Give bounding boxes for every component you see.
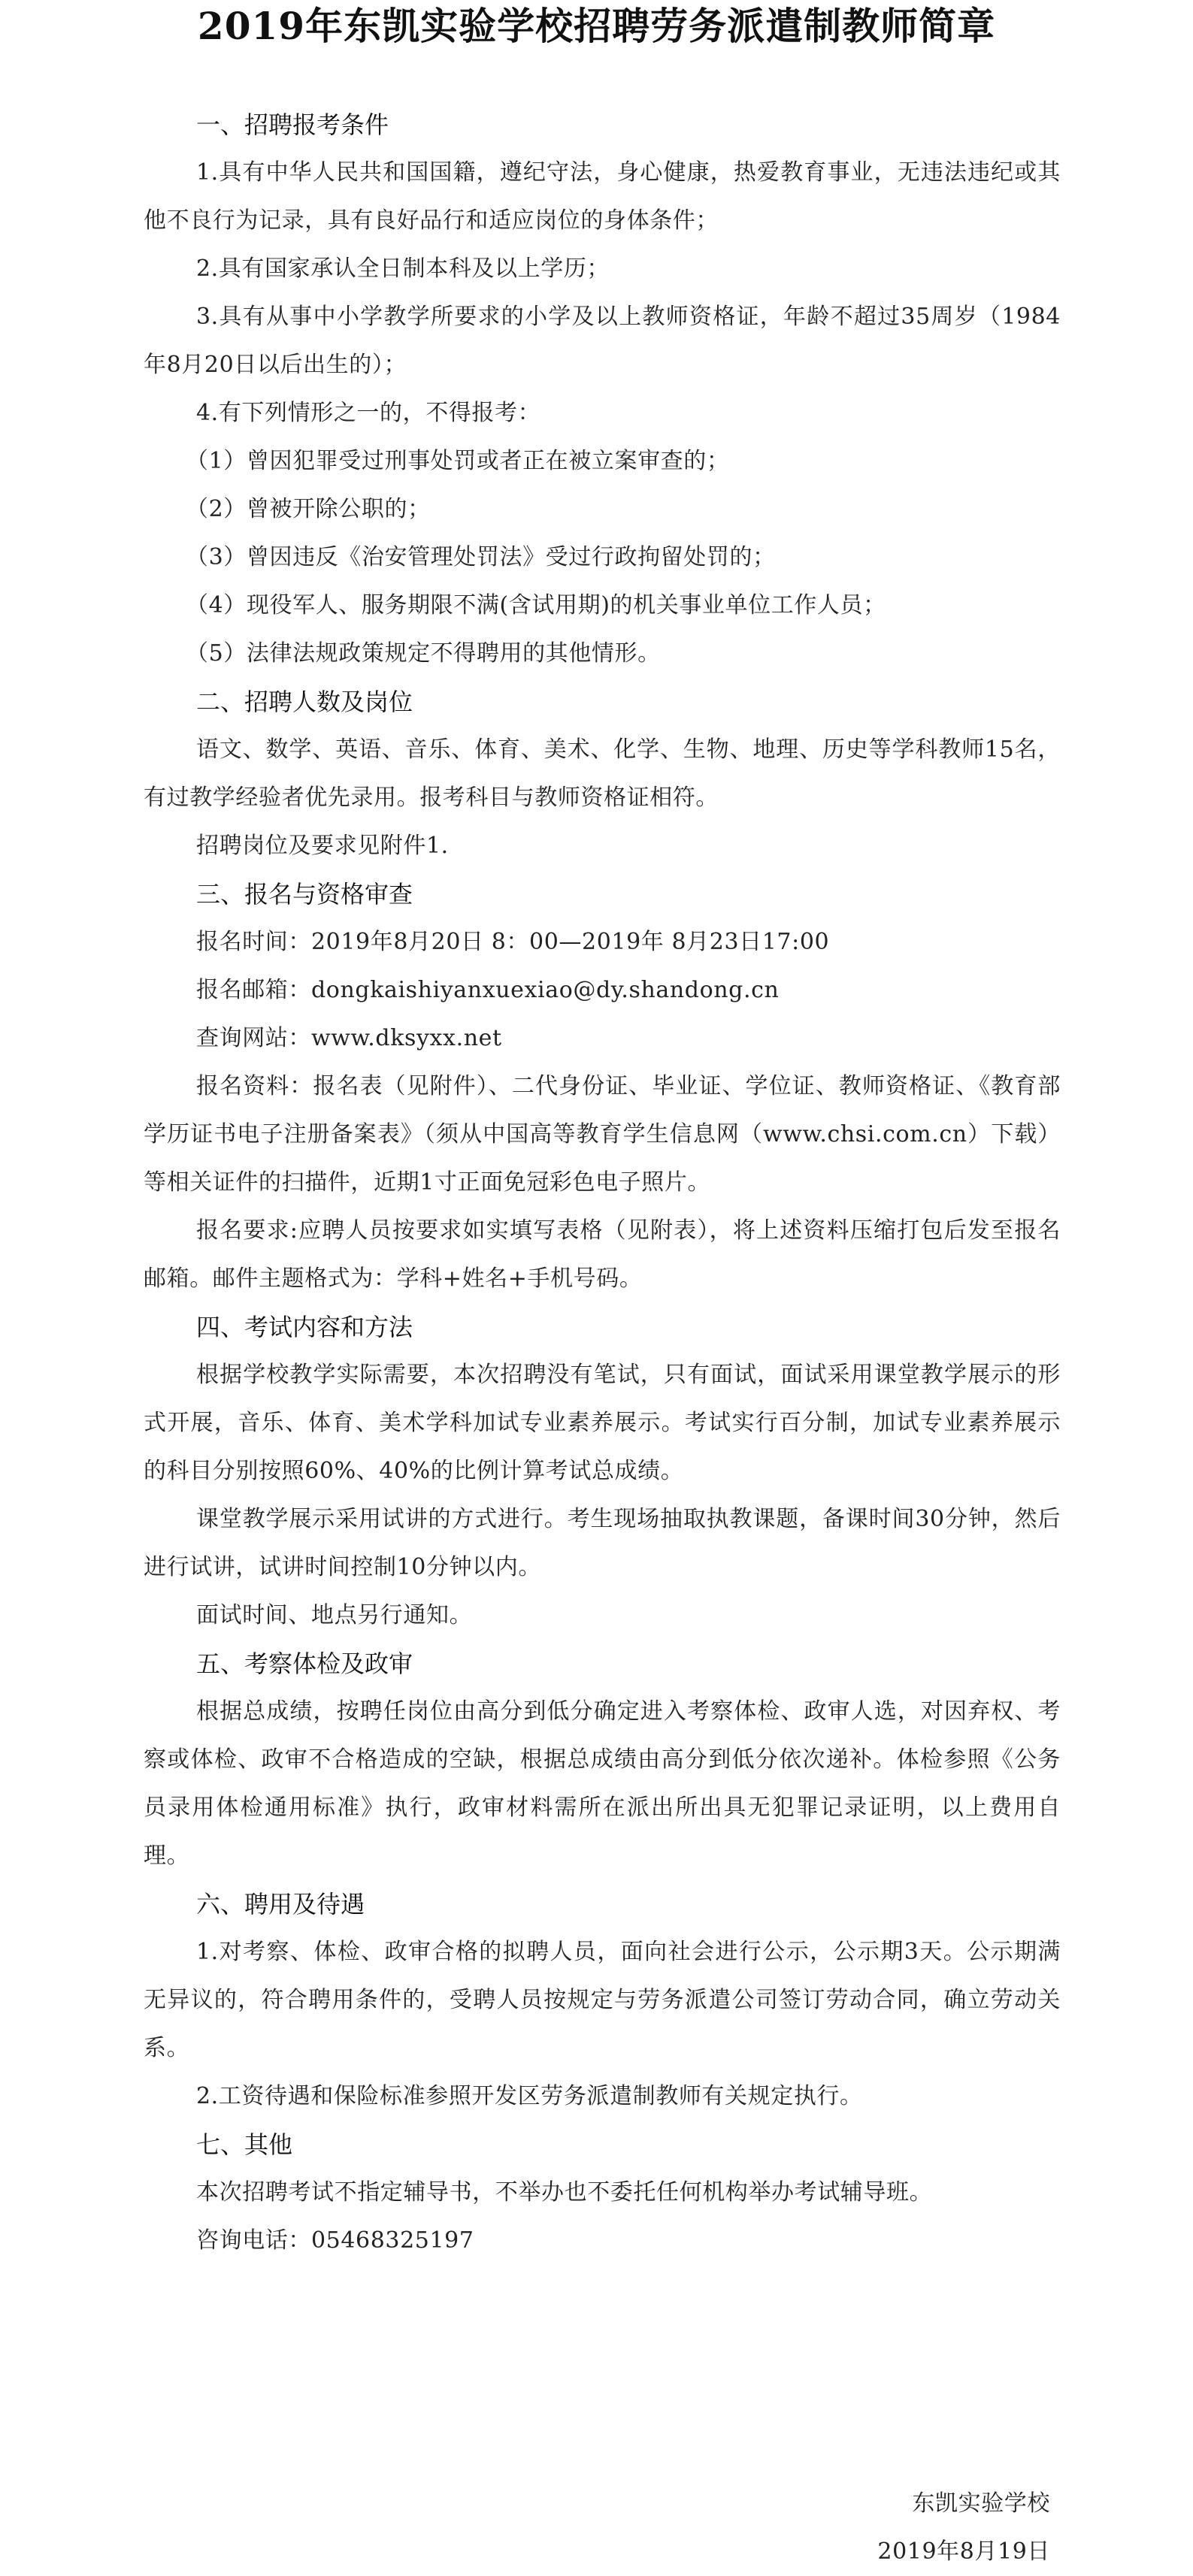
section-heading: 二、招聘人数及岗位 [196, 688, 413, 716]
section-positions [144, 678, 1061, 870]
registration-time: 报名时间：2019年8月20日 8：00—2019年 8月23日17:00 [196, 929, 830, 955]
signature-date: 2019年8月19日 [877, 2538, 1050, 2565]
registration-email: 报名邮箱：dongkaishiyanxuexiao@dy.shandong.cn [196, 977, 780, 1003]
section-inspection [144, 1640, 1061, 1880]
section-employment [144, 1880, 1061, 2121]
section-requirements [144, 101, 1061, 678]
paragraph: 2.工资待遇和保险标准参照开发区劳务派遣制教师有关规定执行。 [196, 2083, 863, 2109]
paragraph: 1.对考察、体检、政审合格的拟聘人员，面向社会进行公示，公示期3天。公示期满无异议的，符合聘用条件的，受聘人员按规定与劳务派遣公司签订劳动合同，确立劳动关系。 [144, 1939, 1061, 2061]
section-heading: 六、聘用及待遇 [196, 1890, 365, 1918]
paragraph: 招聘岗位及要求见附件1. [196, 833, 449, 859]
section-heading: 七、其他 [196, 2130, 293, 2159]
paragraph: 根据学校教学实际需要，本次招聘没有笔试，只有面试，面试采用课堂教学展示的形式开展，音乐、体育、美术学科加试专业素养展示。考试实行百分制，加试专业素养展示的科目分别按照60%、40%的比例计算考试总成绩。 [144, 1362, 1061, 1484]
contact-phone: 咨询电话：05468325197 [196, 2227, 474, 2254]
section-other [144, 2121, 1061, 2265]
signature-school: 东凯实验学校 [912, 2490, 1050, 2517]
section-exam [144, 1303, 1061, 1640]
list-item: （3）曾因违反《治安管理处罚法》受过行政拘留处罚的； [186, 544, 776, 570]
paragraph: 语文、数学、英语、音乐、体育、美术、化学、生物、地理、历史等学科教师15名，有过教学经验者优先录用。报考科目与教师资格证相符。 [144, 736, 1061, 811]
list-item: （4）现役军人、服务期限不满(含试用期)的机关事业单位工作人员； [186, 592, 886, 618]
query-website: 查询网站：www.dksyxx.net [196, 1025, 502, 1051]
paragraph: 1.具有中华人民共和国国籍，遵纪守法，身心健康，热爱教育事业，无违法违纪或其他不良行为记录，具有良好品行和适应岗位的身体条件； [144, 159, 1061, 234]
list-item: （5）法律法规政策规定不得聘用的其他情形。 [186, 640, 661, 667]
section-registration [144, 870, 1061, 1303]
paragraph: 本次招聘考试不指定辅导书，不举办也不委托任何机构举办考试辅导班。 [196, 2179, 933, 2206]
section-heading: 四、考试内容和方法 [196, 1313, 413, 1341]
document-body [144, 101, 1061, 2265]
paragraph: 报名要求:应聘人员按要求如实填写表格（见附表），将上述资料压缩打包后发至报名邮箱。邮件主题格式为：学科+姓名+手机号码。 [144, 1217, 1061, 1292]
paragraph: 3.具有从事中小学教学所要求的小学及以上教师资格证，年龄不超过35周岁（1984年8月20日以后出生的）； [144, 304, 1061, 378]
paragraph: 4.有下列情形之一的，不得报考： [196, 400, 541, 426]
section-heading: 五、考察体检及政审 [196, 1649, 413, 1678]
section-heading: 三、报名与资格审查 [196, 880, 413, 909]
paragraph: 根据总成绩，按聘任岗位由高分到低分确定进入考察体检、政审人选，对因弃权、考察或体检、政审不合格造成的空缺，根据总成绩由高分到低分依次递补。体检参照《公务员录用体检通用标准》执行，政审材料需所在派出所出具无犯罪记录证明，以上费用自理。 [144, 1698, 1061, 1869]
paragraph: 报名资料：报名表（见附件）、二代身份证、毕业证、学位证、教师资格证、《教育部学历证书电子注册备案表》（须从中国高等教育学生信息网（www.chsi.com.cn）下载）等相关证件的扫描件，近期1寸正面免冠彩色电子照片。 [144, 1073, 1061, 1196]
list-item: （2）曾被开除公职的； [186, 496, 431, 522]
document-title: 2019年东凯实验学校招聘劳务派遣制教师简章 [197, 4, 996, 48]
paragraph: 课堂教学展示采用试讲的方式进行。考生现场抽取执教课题，备课时间30分钟，然后进行试讲，试讲时间控制10分钟以内。 [144, 1506, 1061, 1580]
paragraph: 2.具有国家承认全日制本科及以上学历； [196, 255, 610, 282]
paragraph: 面试时间、地点另行通知。 [196, 1602, 473, 1628]
section-heading: 一、招聘报考条件 [196, 110, 389, 139]
list-item: （1）曾因犯罪受过刑事处罚或者正在被立案审查的； [186, 448, 730, 474]
